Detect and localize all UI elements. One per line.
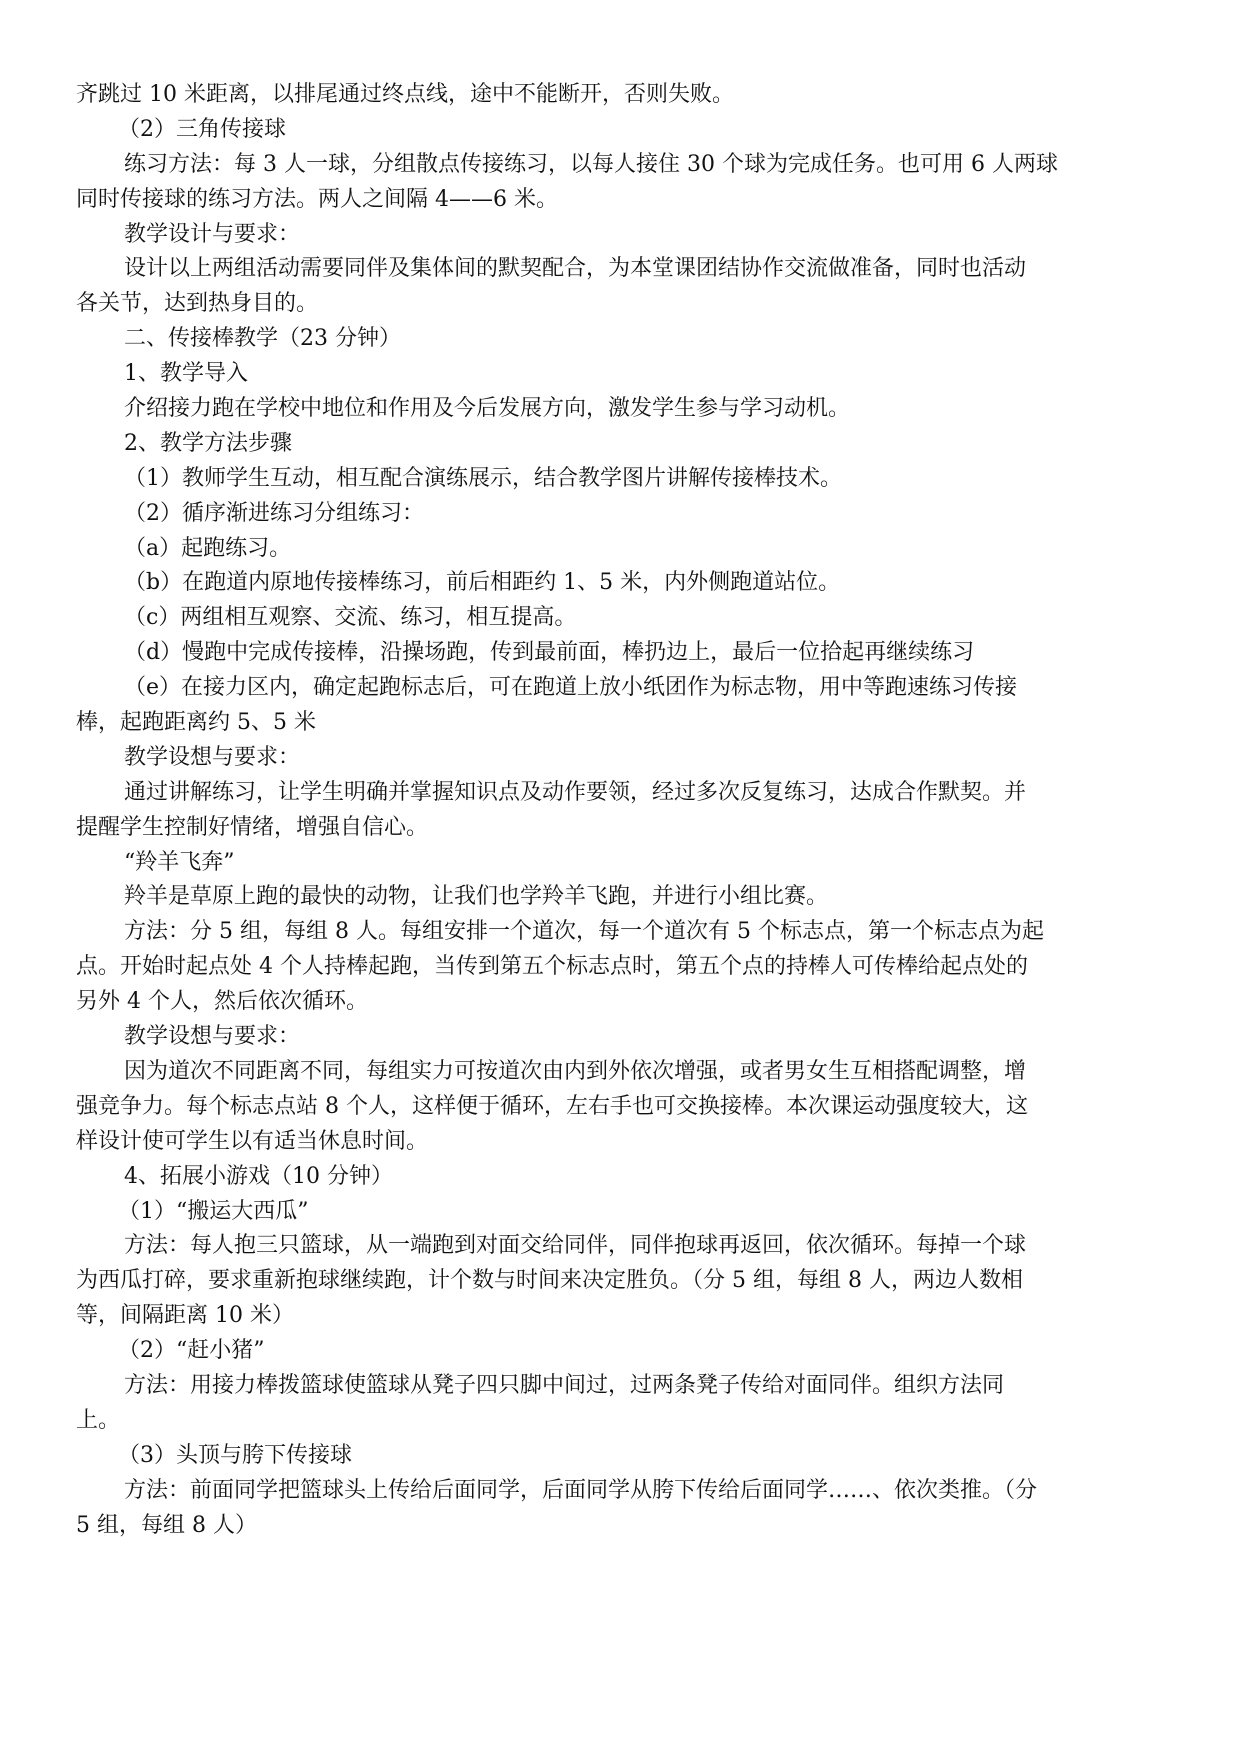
text-line: “羚羊飞奔”	[124, 849, 235, 875]
text-line: 棒，起跑距离约 5、5 米	[76, 710, 316, 736]
text-line: 因为道次不同距离不同，每组实力可按道次由内到外依次增强，或者男女生互相搭配调整，增	[124, 1058, 1027, 1084]
text-line: 提醒学生控制好情绪，增强自信心。	[76, 814, 429, 840]
text-line: 另外 4 个人，然后依次循环。	[76, 989, 368, 1015]
text-line: （e）在接力区内，确定起跑标志后，可在跑道上放小纸团作为标志物，用中等跑速练习传接	[124, 675, 1018, 701]
text-line: （2）三角传接球	[118, 116, 286, 142]
text-line: 等，间隔距离 10 米）	[76, 1303, 294, 1329]
text-line: 方法：用接力棒拨篮球使篮球从凳子四只脚中间过，过两条凳子传给对面同伴。组织方法同	[124, 1372, 1005, 1398]
text-line: 1、教学导入	[124, 361, 248, 387]
text-line: 5 组，每组 8 人）	[76, 1512, 257, 1538]
text-line: 齐跳过 10 米距离，以排尾通过终点线，途中不能断开，否则失败。	[76, 82, 734, 107]
text-line: 方法：分 5 组，每组 8 人。每组安排一个道次，每一个道次有 5 个标志点，第一个标志点为起	[124, 919, 1044, 945]
text-line: （1）“搬运大西瓜”	[118, 1198, 309, 1224]
text-line: （2）循序渐进练习分组练习：	[124, 500, 424, 526]
text-line: 方法：每人抱三只篮球，从一端跑到对面交给同伴，同伴抱球再返回，依次循环。每掉一个球	[124, 1233, 1027, 1259]
text-line: 点。开始时起点处 4 个人持棒起跑，当传到第五个标志点时，第五个点的持棒人可传棒给起点处的	[76, 954, 1028, 980]
text-line: 设计以上两组活动需要同伴及集体间的默契配合，为本堂课团结协作交流做准备，同时也活动	[124, 256, 1027, 282]
text-line: （a）起跑练习。	[124, 535, 292, 561]
text-line: （c）两组相互观察、交流、练习，相互提高。	[124, 605, 577, 631]
text-line: （d）慢跑中完成传接棒，沿操场跑，传到最前面，棒扔边上，最后一位拾起再继续练习	[124, 640, 975, 666]
text-line: 介绍接力跑在学校中地位和作用及今后发展方向，激发学生参与学习动机。	[124, 396, 851, 422]
text-line: 教学设计与要求：	[124, 221, 301, 247]
text-line: 通过讲解练习，让学生明确并掌握知识点及动作要领，经过多次反复练习，达成合作默契。并	[124, 779, 1027, 805]
text-line: （1）教师学生互动，相互配合演练展示，结合教学图片讲解传接棒技术。	[124, 465, 842, 491]
text-line: 教学设想与要求：	[124, 744, 301, 770]
text-line: 为西瓜打碎，要求重新抱球继续跑，计个数与时间来决定胜负。（分 5 组，每组 8 人，两边人数相	[76, 1268, 1023, 1294]
text-line: 各关节，达到热身目的。	[76, 291, 319, 317]
text-line: 2、教学方法步骤	[124, 430, 292, 456]
text-line: 样设计使可学生以有适当休息时间。	[76, 1128, 429, 1154]
text-line: 强竞争力。每个标志点站 8 个人，这样便于循环，左右手也可交换接棒。本次课运动强度较大，这	[76, 1093, 1028, 1119]
text-line: 二、传接棒教学（23 分钟）	[124, 326, 401, 352]
text-line: 练习方法：每 3 人一球，分组散点传接练习，以每人接住 30 个球为完成任务。也可用 6 人两球	[124, 151, 1058, 177]
text-line: 同时传接球的练习方法。两人之间隔 4——6 米。	[76, 186, 558, 212]
text-line: 教学设想与要求：	[124, 1024, 301, 1050]
text-line: 羚羊是草原上跑的最快的动物，让我们也学羚羊飞跑，并进行小组比赛。	[124, 884, 829, 910]
text-line: 4、拓展小游戏（10 分钟）	[124, 1163, 393, 1189]
text-line: 方法：前面同学把篮球头上传给后面同学，后面同学从胯下传给后面同学……、依次类推。（分	[124, 1477, 1038, 1503]
text-line: （3）头顶与胯下传接球	[118, 1442, 352, 1468]
text-line: （b）在跑道内原地传接棒练习，前后相距约 1、5 米，内外侧跑道站位。	[124, 570, 841, 596]
text-line: 上。	[76, 1407, 121, 1433]
text-line: （2）“赶小猪”	[118, 1338, 265, 1364]
document-page	[76, 78, 1176, 1543]
